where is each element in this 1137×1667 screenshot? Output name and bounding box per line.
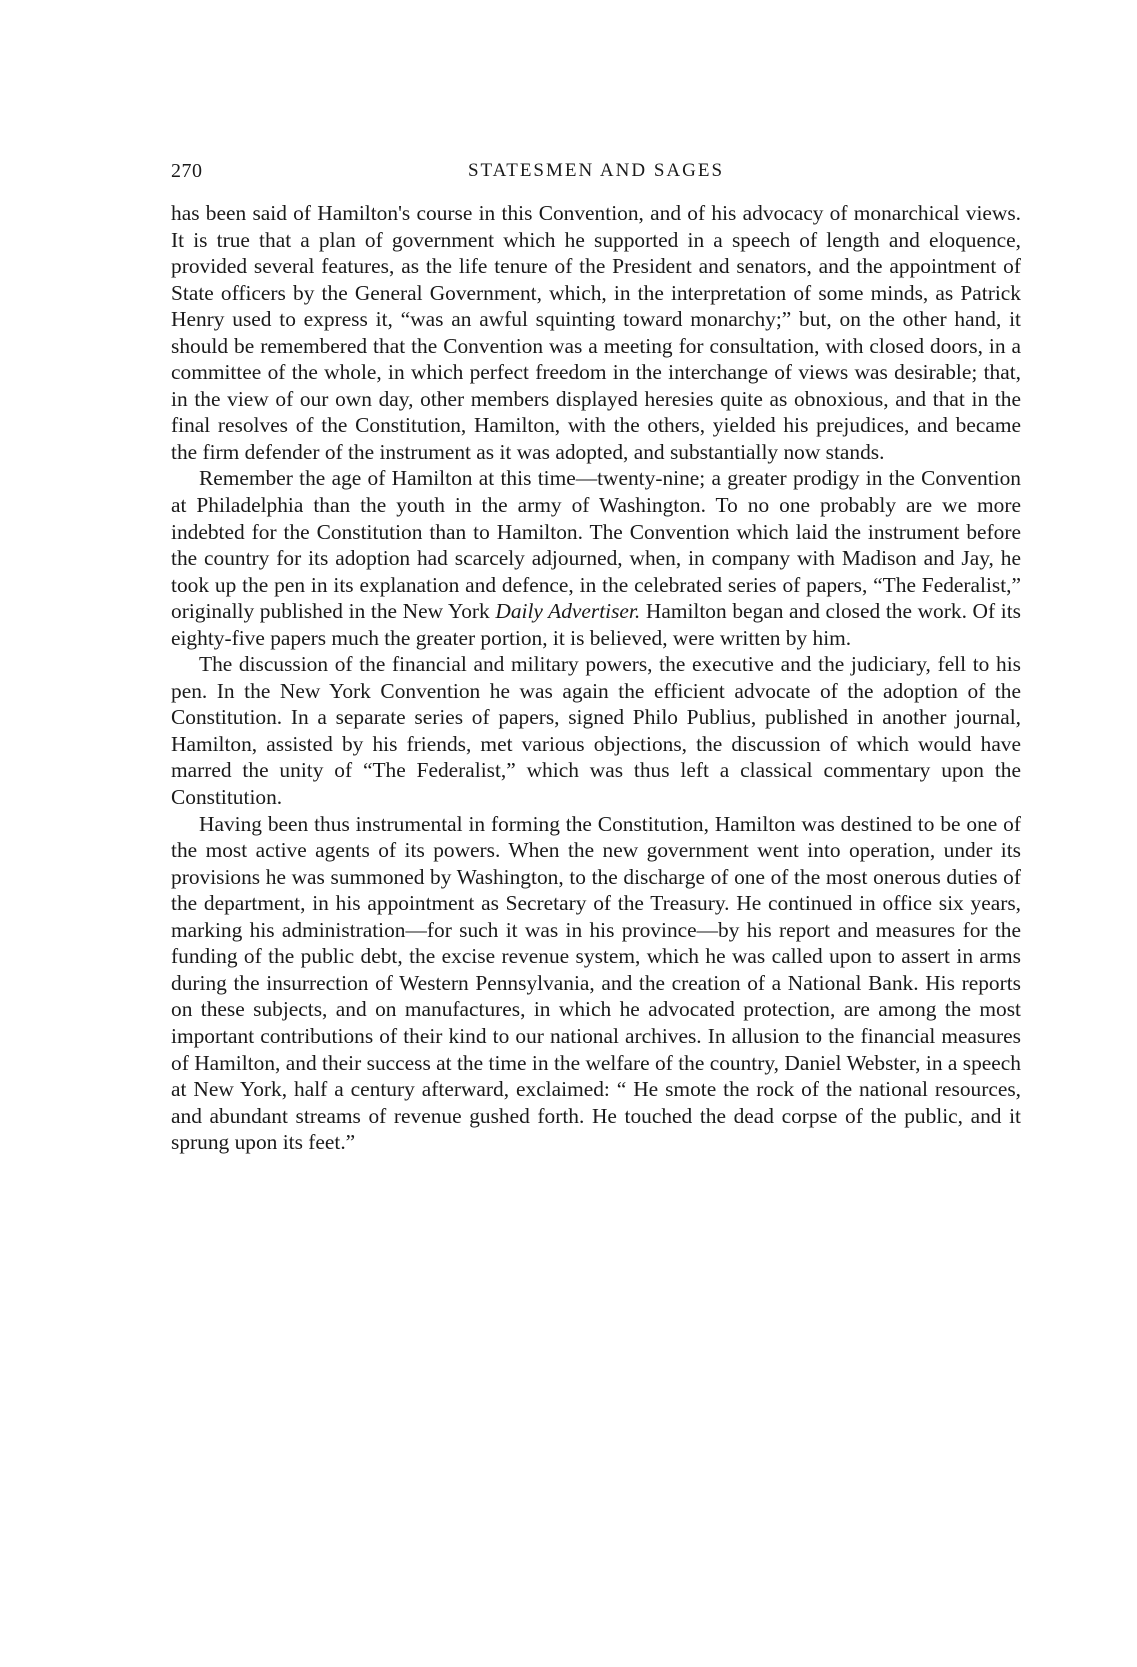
book-page [171,160,1021,1156]
running-head: STATESMEN AND SAGES [467,160,725,181]
paragraph-1: has been said of Hamilton's course in this Convention, and of his advocacy of monarchical views. It is true that a plan of government which he supported in a speech of length and eloquence, provided several features, as the life tenure of the President and senators, and the appointment of State officers by the General Government, which, in the interpretation of some minds, as Patrick Henry used to express it, “was an awful squinting toward monarchy;” but, on the other hand, it should be remembered that the Convention was a meeting for consultation, with closed doors, in a committee of the whole, in which perfect freedom in the interchange of views was desirable; that, in the view of our own day, other members displayed heresies quite as obnoxious, and that in the final resolves of the Constitution, Hamilton, with the others, yielded his prejudices, and became the firm defender of the instrument as it was adopted, and substantially now stands. [171,201,1021,464]
body-text [171,200,1021,1156]
paragraph-3: The discussion of the financial and military powers, the executive and the judiciary, fell to his pen. In the New York Convention he was again the efficient advocate of the adoption of the Constitution. In a separate series of papers, signed Philo Publius, published in another journal, Hamilton, assisted by his friends, met various objections, the discussion of which would have marred the unity of “The Federalist,” which was thus left a classical commentary upon the Constitution. [171,652,1021,810]
newspaper-title: Daily Advertiser. [495,599,641,624]
paragraph-4: Having been thus instrumental in forming the Constitution, Hamilton was destined to be one of the most active agents of its powers. When the new government went into operation, under its provisions he was summoned by Washington, to the discharge of one of the most onerous duties of the department, in his appointment as Secretary of the Treasury. He continued in office six years, marking his administration—for such it was in his province—by his report and measures for the funding of the public debt, the excise revenue system, which he was called upon to assert in arms during the insurrection of Western Pennsylvania, and the creation of a National Bank. His reports on these subjects, and on manufactures, in which he advocated protection, are among the most important contributions of their kind to our national archives. In allusion to the financial measures of Hamilton, and their success at the time in the welfare of the country, Daniel Webster, in a speech at New York, half a century afterward, exclaimed: “ He smote the rock of the national resources, and abundant streams of revenue gushed forth. He touched the dead corpse of the public, and it sprung upon its feet.” [171,811,1021,1155]
paragraph-2 [171,465,1021,651]
page-header [171,160,1021,194]
paragraph-2-text-a: Remember the age of Hamilton at this time—twenty-nine; a greater prodigy in the Convention at Philadelphia than the youth in the army of Washington. To no one probably are we more indebted for the Constitution than to Hamilton. The Convention which laid the instrument before the country for its adoption had scarcely adjourned, when, in company with Madison and Jay, he took up the pen in its explanation and defence, in the celebrated series of papers, “The Federalist,” originally published in the New York [171,466,1021,624]
page-number: 270 [171,160,203,182]
paragraph-2-text-b: Hamilton began and closed the work. Of its eighty-five papers much the greater portion, it is believed, were written by him. [171,599,1021,650]
